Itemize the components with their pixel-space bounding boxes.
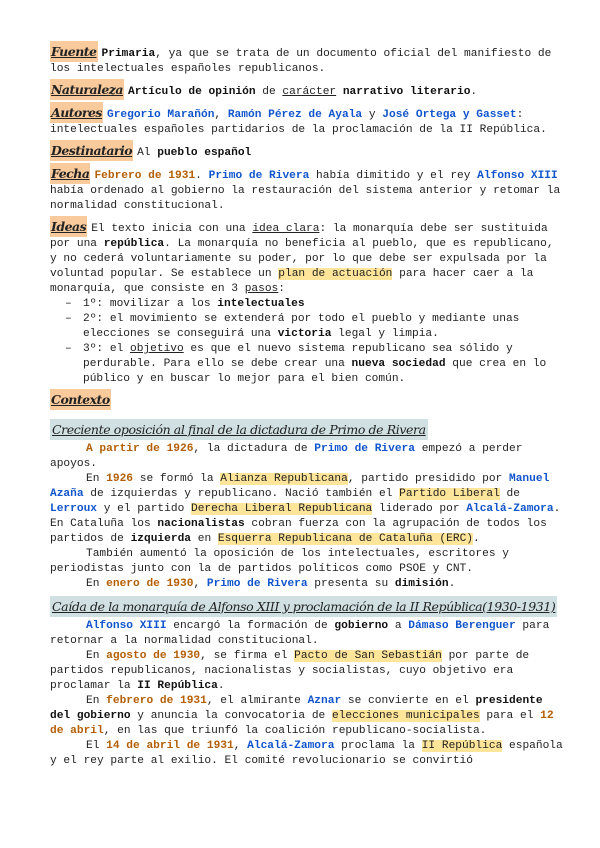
paragraph bbox=[50, 472, 564, 547]
text-run: En bbox=[86, 473, 107, 485]
person-name: Alcalá-Zamora bbox=[466, 503, 554, 515]
context-heading bbox=[50, 392, 564, 410]
bold-term: república bbox=[103, 238, 165, 250]
highlighted-term: II República bbox=[421, 740, 503, 752]
text-run: . bbox=[217, 680, 225, 692]
text-run: presenta su bbox=[307, 578, 395, 590]
text-run: española y el rey parte al exilio. El comité revolucionario se convirtió bbox=[50, 740, 563, 767]
person-name: Manuel Azaña bbox=[50, 473, 550, 500]
text-run: de izquierdas y republicano. Nació también el bbox=[83, 488, 400, 500]
person-name: Gregorio Marañón bbox=[106, 109, 215, 121]
text-run: en bbox=[191, 533, 218, 545]
text-run: , en las que triunfó la coalición republicano-socialista. bbox=[103, 725, 487, 737]
text-run: 2º: el movimiento se extenderá por todo el pueblo y mediante unas elecciones se conseguirá una bbox=[83, 313, 520, 340]
text-run: También aumentó la oposición de los intelectuales, escritores y periodistas junto con la de partidos políticos como PSOE y CNT. bbox=[50, 548, 509, 575]
person-name: Ramón Pérez de Ayala bbox=[227, 109, 363, 121]
field-destinatario bbox=[50, 143, 564, 161]
context-label: Contexto bbox=[50, 389, 111, 410]
paragraph bbox=[50, 442, 564, 472]
text-run: legal y limpia. bbox=[331, 328, 439, 340]
field-label: Ideas bbox=[50, 216, 87, 237]
text-run: se convierte en el bbox=[341, 695, 476, 707]
paragraph bbox=[50, 739, 564, 769]
person-name: José Ortega y Gasset bbox=[382, 109, 517, 121]
text-run: por parte de partidos republicanos, nacionalistas y socialistas, cuyo objetivo era proclamar la bbox=[50, 650, 530, 692]
section-title: Caída de la monarquía de Alfonso XIII y proclamación de la II República(1930-1931) bbox=[50, 596, 557, 617]
bold-term: presidente del gobierno bbox=[50, 695, 543, 722]
date: A partir de 1926 bbox=[86, 443, 194, 455]
text-run: empezó a perder apoyos. bbox=[50, 443, 523, 470]
bold-term: II República bbox=[137, 680, 218, 692]
field-label: Fuente bbox=[50, 41, 98, 62]
bold-term: nacionalistas bbox=[157, 518, 245, 530]
highlighted-term: elecciones municipales bbox=[332, 710, 480, 722]
text-run: , el almirante bbox=[206, 695, 308, 707]
date: febrero de 1931 bbox=[106, 695, 207, 707]
text-run: encargó la formación de bbox=[166, 620, 335, 632]
person-name: Lerroux bbox=[50, 503, 97, 515]
field-label: Destinatario bbox=[50, 140, 133, 161]
date: 14 de abril de 1931 bbox=[106, 740, 234, 752]
bold-term: victoria bbox=[277, 328, 332, 340]
text-run: , se firma el bbox=[200, 650, 295, 662]
underlined-term: pasos bbox=[244, 283, 279, 295]
person-name: Alfonso XIII bbox=[477, 170, 558, 182]
text-run: cobran fuerza con la agrupación de todos los partidos de bbox=[50, 518, 547, 545]
text-run: de bbox=[255, 86, 283, 98]
highlighted-term: Esquerra Republicana de Cataluña (ERC) bbox=[217, 533, 473, 545]
highlighted-term: Partido Liberal bbox=[399, 488, 500, 500]
underlined-term: idea clara bbox=[252, 223, 320, 235]
highlighted-term: Derecha Liberal Republicana bbox=[191, 503, 373, 515]
field-fecha bbox=[50, 166, 564, 214]
text-run: es que el nuevo sistema republicano sea sólido y perdurable. Para ello se debe crear una bbox=[83, 343, 513, 370]
bold-term: izquierda bbox=[130, 533, 192, 545]
paragraph bbox=[50, 577, 564, 592]
text-run: , bbox=[233, 740, 248, 752]
highlighted-term: Alianza Republicana bbox=[220, 473, 348, 485]
text-run: para hacer caer a la monarquía, que consiste en 3 bbox=[50, 268, 534, 295]
text-run: , la dictadura de bbox=[193, 443, 315, 455]
date: enero de 1930 bbox=[106, 578, 194, 590]
text-run: . bbox=[473, 533, 480, 545]
text-run: : intelectuales españoles partidarios de la proclamación de la II República. bbox=[50, 109, 547, 136]
date: agosto de 1930 bbox=[106, 650, 201, 662]
text-run: El bbox=[86, 740, 107, 752]
bold-term: Primaria bbox=[101, 48, 156, 60]
bold-term: dimisión bbox=[394, 578, 449, 590]
text-run: y bbox=[362, 109, 383, 121]
text-run: a bbox=[388, 620, 409, 632]
bold-term: nueva sociedad bbox=[351, 358, 446, 370]
text-run bbox=[336, 86, 343, 98]
text-run: , bbox=[214, 109, 228, 121]
text-run: 3º: el bbox=[83, 343, 130, 355]
text-run: había dimitido y el rey bbox=[309, 170, 478, 182]
text-run: y el partido bbox=[97, 503, 191, 515]
text-run: . bbox=[470, 86, 478, 98]
paragraph bbox=[50, 619, 564, 649]
list-item bbox=[50, 342, 564, 387]
bold-term: intelectuales bbox=[217, 298, 305, 310]
field-label: Autores bbox=[50, 102, 103, 123]
field-label: Fecha bbox=[50, 163, 90, 184]
field-fuente bbox=[50, 44, 564, 77]
text-run: El texto inicia con una bbox=[91, 223, 253, 235]
bold-term: Artículo de opinión bbox=[127, 86, 256, 98]
document-page bbox=[50, 44, 564, 769]
text-run: . La monarquía no beneficia al pueblo, que es republicano, y no cederá voluntariamente su poder, por lo que debe ser expulsada por la voluntad popular. Se establece un bbox=[50, 238, 554, 280]
field-ideas bbox=[50, 219, 564, 387]
date: 1926 bbox=[106, 473, 134, 485]
underlined-term: carácter bbox=[282, 86, 337, 98]
highlighted-term: plan de actuación bbox=[278, 268, 393, 280]
field-autores bbox=[50, 105, 564, 138]
text-run: y anuncia la convocatoria de bbox=[130, 710, 332, 722]
highlighted-term: Pacto de San Sebastián bbox=[294, 650, 442, 662]
steps-list bbox=[50, 297, 564, 387]
person-name: Dámaso Berenguer bbox=[408, 620, 516, 632]
text-run: . bbox=[195, 170, 209, 182]
text-run: que crea en lo público y en buscar lo mejor para el bien común. bbox=[83, 358, 547, 385]
list-item bbox=[50, 312, 564, 342]
text-run: de bbox=[499, 488, 520, 500]
text-run: había ordenado al gobierno la restauración del sistema anterior y retomar la normalidad constitucional. bbox=[50, 185, 561, 212]
text-run: Al bbox=[137, 147, 158, 159]
text-run: para retornar a la normalidad constitucional. bbox=[50, 620, 550, 647]
section-title: Creciente oposición al final de la dictadura de Primo de Rivera bbox=[50, 419, 428, 440]
date: Febrero de 1931 bbox=[94, 170, 196, 182]
text-run: proclama la bbox=[334, 740, 422, 752]
text-run: . bbox=[448, 578, 456, 590]
person-name: Aznar bbox=[307, 695, 342, 707]
paragraph bbox=[50, 694, 564, 739]
text-run: para el bbox=[479, 710, 541, 722]
bold-term: pueblo español bbox=[157, 147, 252, 159]
field-naturaleza bbox=[50, 82, 564, 100]
text-run: En bbox=[86, 650, 107, 662]
person-name: Alcalá-Zamora bbox=[247, 740, 335, 752]
person-name: Primo de Rivera bbox=[314, 443, 415, 455]
text-run: : la monarquía debe ser sustituida por una bbox=[50, 223, 548, 250]
text-run: En bbox=[86, 695, 107, 707]
text-run: : bbox=[278, 283, 285, 295]
paragraph bbox=[50, 649, 564, 694]
person-name: Alfonso XIII bbox=[86, 620, 167, 632]
person-name: Primo de Rivera bbox=[206, 578, 308, 590]
underlined-term: objetivo bbox=[130, 343, 184, 355]
bold-term: gobierno bbox=[334, 620, 389, 632]
text-run: liderado por bbox=[372, 503, 467, 515]
text-run: , partido presidido por bbox=[347, 473, 509, 485]
text-run: , ya que se trata de un documento oficial del manifiesto de los intelectuales españoles republicanos. bbox=[50, 48, 552, 75]
field-label: Naturaleza bbox=[50, 79, 124, 100]
list-item bbox=[50, 297, 564, 312]
person-name: Primo de Rivera bbox=[208, 170, 310, 182]
bold-term: narrativo literario bbox=[342, 86, 471, 98]
paragraph bbox=[50, 547, 564, 577]
text-run: En bbox=[86, 578, 107, 590]
date: 12 de abril bbox=[50, 710, 554, 737]
text-run: . En Cataluña los bbox=[50, 503, 561, 530]
text-run: 1º: movilizar a los bbox=[83, 298, 218, 310]
text-run: se formó la bbox=[133, 473, 221, 485]
text-run: , bbox=[193, 578, 207, 590]
